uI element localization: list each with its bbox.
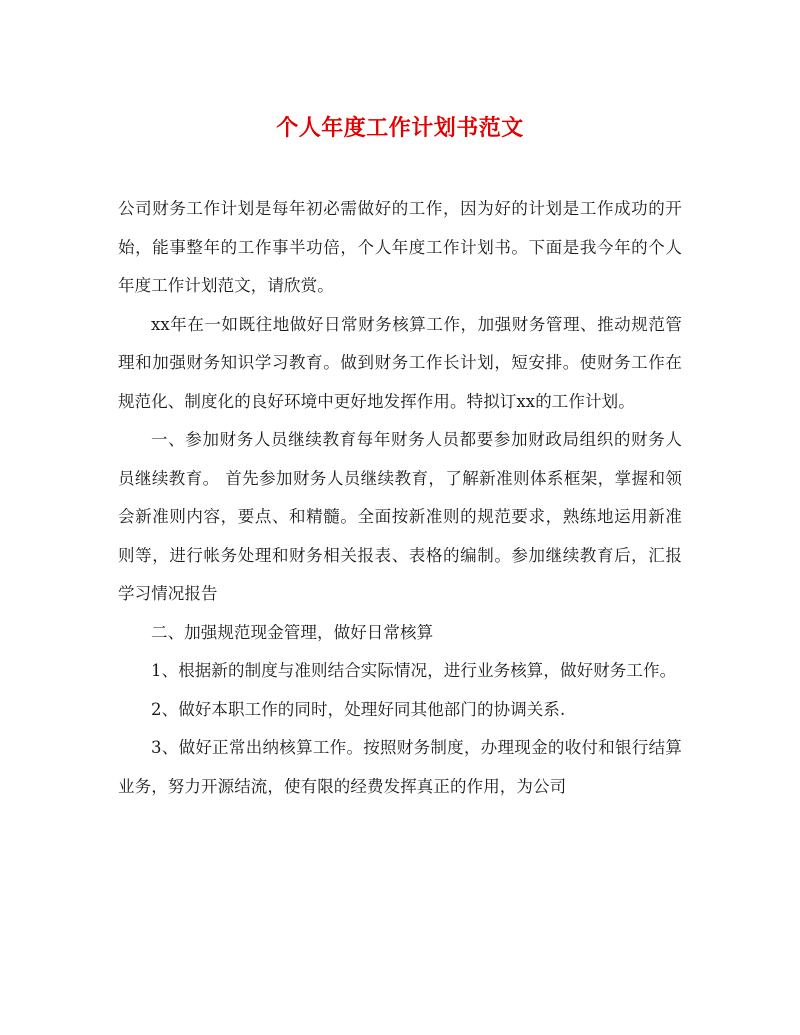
paragraph-section-1: 一、参加财务人员继续教育每年财务人员都要参加财政局组织的财务人员继续教育。 首先参加财务人员继续教育，了解新准则体系框架，掌握和领会新准则内容，要点、和精髓。全面按新准则的规范要求，熟练地运用新准则等，进行帐务处理和财务相关报表、表格的编制。参加继续教育后，汇报学习情况报告 <box>118 430 682 603</box>
document-body <box>118 190 682 806</box>
paragraph-overview: xx年在一如既往地做好日常财务核算工作，加强财务管理、推动规范管理和加强财务知识学习教育。做到财务工作长计划，短安排。使财务工作在规范化、制度化的良好环境中更好地发挥作用。特拟订xx的工作计划。 <box>118 314 682 411</box>
paragraph-item-2: 2、做好本职工作的同时，处理好同其他部门的协调关系. <box>151 699 566 719</box>
paragraph-intro: 公司财务工作计划是每年初必需做好的工作，因为好的计划是工作成功的开始，能事整年的工作事半功倍，个人年度工作计划书。下面是我今年的个人年度工作计划范文，请欣赏。 <box>118 199 682 295</box>
document-title: 个人年度工作计划书范文 <box>276 115 524 141</box>
paragraph-item-1: 1、根据新的制度与准则结合实际情况，进行业务核算，做好财务工作。 <box>151 661 677 680</box>
paragraph-section-2-heading: 二、加强规范现金管理，做好日常核算 <box>151 622 434 642</box>
paragraph-item-3: 3、做好正常出纳核算工作。按照财务制度，办理现金的收付和银行结算业务，努力开源结流，使有限的经费发挥真正的作用，为公司 <box>118 738 682 796</box>
